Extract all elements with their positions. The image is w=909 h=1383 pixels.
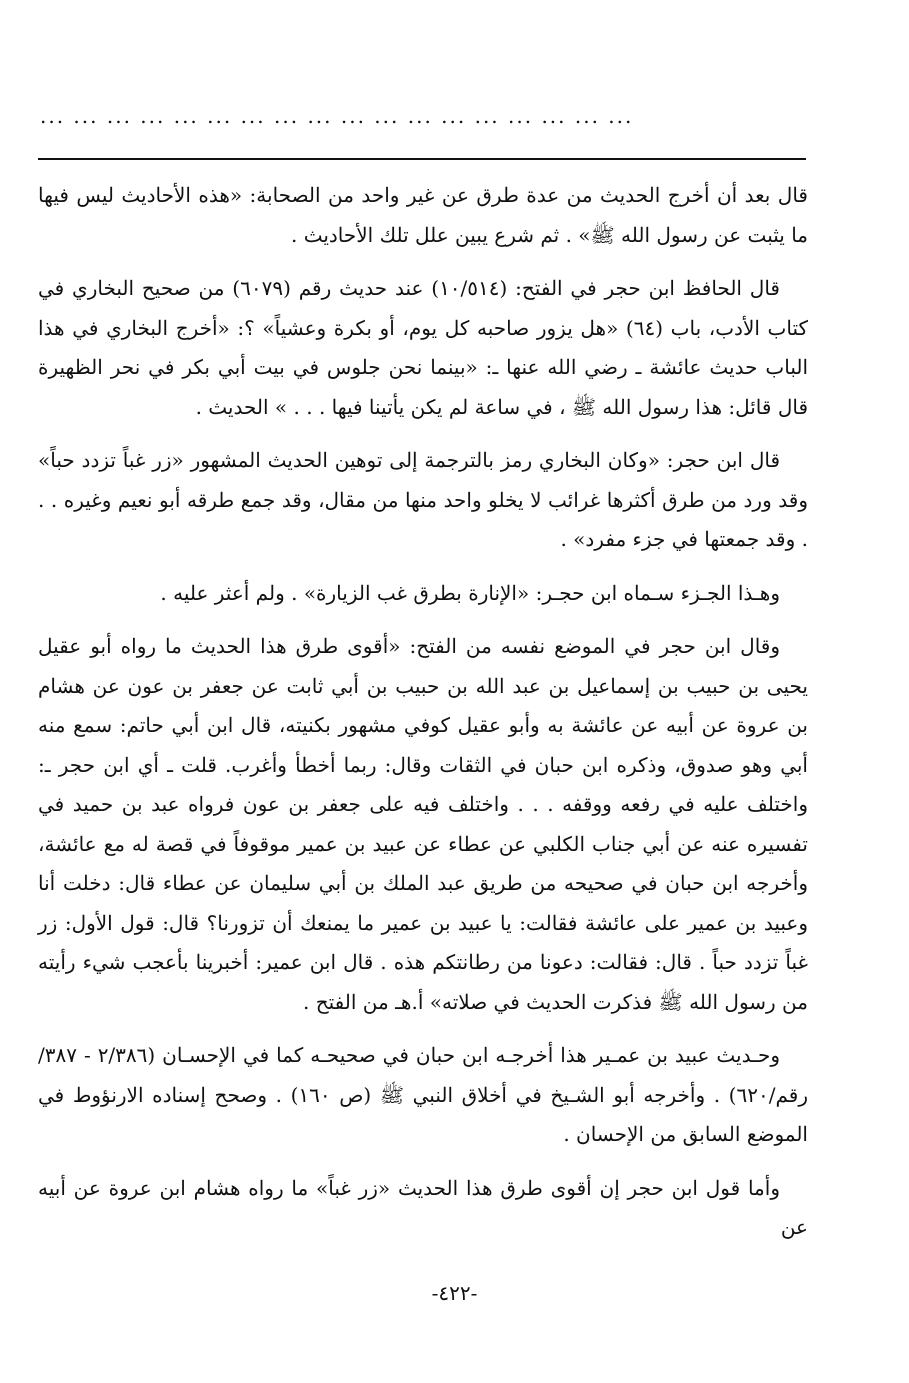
header-rule: [38, 158, 806, 160]
page-number: -٤٢٢-: [431, 1281, 478, 1305]
paragraph-7: وأما قول ابن حجر إن أقوى طرق هذا الحديث «زر غباً» ما رواه هشام ابن عروة عن أبيه عن: [38, 1175, 808, 1239]
paragraph-5: وقال ابن حجر في الموضع نفسه من الفتح: «أقوى طرق هذا الحديث ما رواه أبو عقيل يحيى بن حبيب بن إسماعيل بن عبد الله بن حبيب بن أبي ثابت عن جعفر بن عون عن هشام بن عروة عن أبيه عن عائشة به وأبو عقيل كوفي مشهور بكنيته، قال ابن أبي حاتم: سمع منه أبي وهو صدوق، وذكره ابن حبان في الثقات وقال: ربما أخطأ وأغرب. قلت ـ أي ابن حجر ـ: واختلف عليه في رفعه ووقفه . . . واختلف فيه على جعفر بن عون فرواه عبد بن حميد في تفسيره عنه عن أبي جناب الكلبي عن عطاء عن عبيد بن عمير موقوفاً في قصة له مع عائشة، وأخرجه ابن حبان في صحيحه من طريق عبد الملك بن أبي سليمان عن عطاء قال: دخلت أنا وعبيد بن عمير على عائشة فقالت: يا عبيد بن عمير ما يمنعك أن تزورنا؟ قال: قول الأول: زر غباً تزدد حباً . قال: فقالت: دعونا من رطانتكم هذه . قال ابن عمير: أخبرينا بأعجب شيء رأيته من رسول الله ﷺ فذكرت الحديث في صلاته» أ.هـ من الفتح .: [38, 634, 808, 1014]
paragraph-1: قال بعد أن أخرج الحديث من عدة طرق عن غير واحد من الصحابة: «هذه الأحاديث ليس فيها ما يثبت عن رسول الله ﷺ» . ثم شرع يبين علل تلك الأحاديث .: [38, 183, 808, 247]
body-text: [38, 176, 808, 1262]
paragraph-4: وهـذا الجـزء سـماه ابن حجـر: «الإنارة بطرق غب الزيارة» . ولم أعثر عليه .: [160, 580, 780, 605]
header-dotted-line: ... ... ... ... ... ... ... ... ... ... ... ... ... ... ... ... ... ...: [40, 104, 634, 128]
paragraph-2: قال الحافظ ابن حجر في الفتح: (١٠/٥١٤) عند حديث رقم (٦٠٧٩) من صحيح البخاري في كتاب الأدب، باب (٦٤) «هل يزور صاحبه كل يوم، أو بكرة وعشياً» ؟: «أخرج البخاري في هذا الباب حديث عائشة ـ رضي الله عنها ـ: «بينما نحن جلوس في بيت أبي بكر في نحر الظهيرة قال قائل: هذا رسول الله ﷺ ، في ساعة لم يكن يأتينا فيها . . . » الحديث .: [38, 276, 808, 419]
paragraph-6: وحـديث عبيد بن عمـير هذا أخرجـه ابن حبان في صحيحـه كما في الإحسـان (٢/٣٨٦ - ٣٨٧/رقم/٦٢٠) . وأخرجه أبو الشـيخ في أخلاق النبي ﷺ (ص ١٦٠) . وصحح إسناده الارنؤوط في الموضع السابق من الإحسان .: [38, 1043, 808, 1146]
paragraph-3: قال ابن حجر: «وكان البخاري رمز بالترجمة إلى توهين الحديث المشهور «زر غباً تزدد حباً» وقد ورد من طرق أكثرها غرائب لا يخلو واحد منها من مقال، وقد جمع طرقه أبو نعيم وغيره . . . وقد جمعتها في جزء مفرد» .: [38, 448, 808, 551]
